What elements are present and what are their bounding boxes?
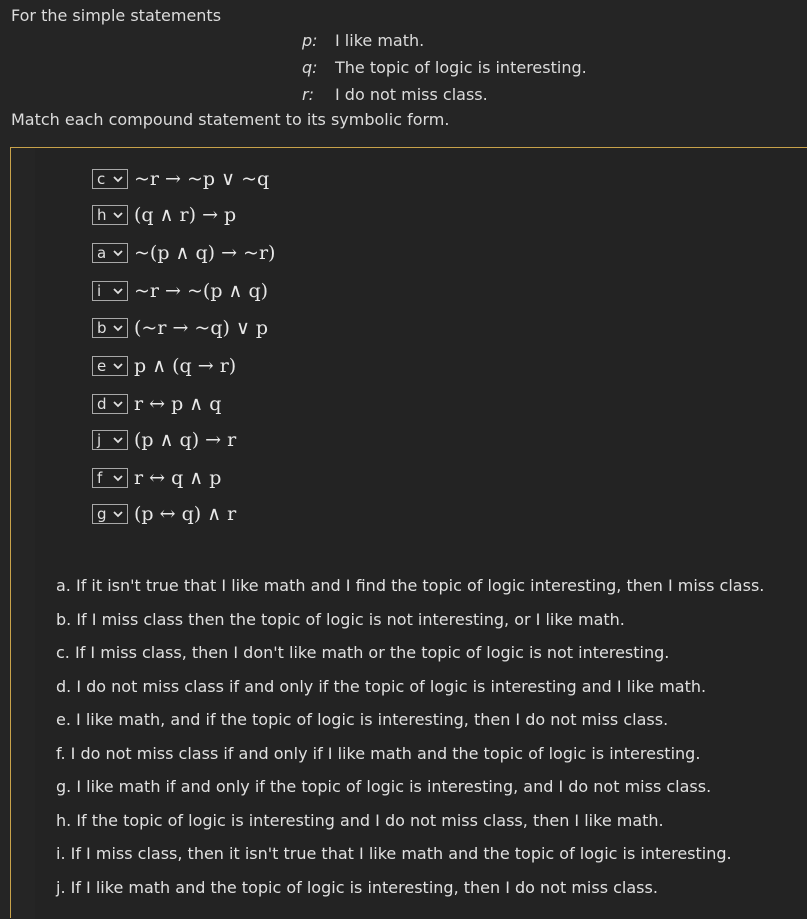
definition-text: I do not miss class. — [335, 85, 488, 104]
option-item: b. If I miss class then the topic of logic is not interesting, or I like math. — [56, 609, 625, 629]
definition-var: q: — [302, 58, 318, 77]
chevron-down-icon — [112, 399, 124, 409]
select-value: d — [97, 395, 107, 413]
definition-text: The topic of logic is interesting. — [335, 58, 587, 77]
match-select[interactable] — [92, 468, 128, 488]
definitions-list — [302, 31, 587, 112]
option-item: f. I do not miss class if and only if I like math and the topic of logic is interesting. — [56, 743, 701, 763]
chevron-down-icon — [112, 210, 124, 220]
symbolic-expression: ~r → ~(p ∧ q) — [134, 280, 269, 302]
definition-text: I like math. — [335, 31, 425, 50]
definition-r — [302, 85, 587, 112]
select-value: i — [97, 282, 102, 300]
matching-panel — [10, 147, 807, 918]
select-value: c — [97, 170, 106, 188]
match-row — [92, 466, 221, 490]
match-row — [92, 167, 269, 191]
select-value: h — [97, 206, 107, 224]
match-row — [92, 502, 236, 526]
symbolic-expression: ~r → ~p ∨ ~q — [134, 168, 270, 190]
select-value: e — [97, 357, 107, 375]
match-row — [92, 428, 236, 452]
option-item: j. If I like math and the topic of logic is interesting, then I do not miss class. — [56, 877, 658, 897]
symbolic-expression: (~r → ~q) ∨ p — [134, 317, 269, 339]
chevron-down-icon — [112, 174, 124, 184]
match-select[interactable] — [92, 205, 128, 225]
select-value: a — [97, 244, 107, 262]
option-item: e. I like math, and if the topic of logic is interesting, then I do not miss class. — [56, 710, 669, 729]
match-row — [92, 316, 268, 340]
option-item: g. I like math if and only if the topic of logic is interesting, and I do not miss class. — [56, 777, 712, 796]
symbolic-expression: p ∧ (q → r) — [134, 355, 237, 377]
match-select[interactable] — [92, 394, 128, 414]
options-list — [56, 576, 764, 911]
chevron-down-icon — [112, 435, 124, 445]
match-select[interactable] — [92, 318, 128, 338]
symbolic-expression: (p ∧ q) → r — [134, 429, 237, 451]
definition-var: p: — [302, 31, 318, 50]
match-row — [92, 241, 275, 265]
select-value: f — [97, 469, 103, 487]
chevron-down-icon — [112, 361, 124, 371]
instruction-text: Match each compound statement to its symbolic form. — [11, 110, 450, 129]
match-row — [92, 392, 221, 416]
symbolic-expression: (q ∧ r) → p — [134, 204, 237, 226]
option-item: d. I do not miss class if and only if the topic of logic is interesting and I like math. — [56, 676, 707, 696]
chevron-down-icon — [112, 323, 124, 333]
chevron-down-icon — [112, 473, 124, 483]
match-row — [92, 203, 236, 227]
option-item: c. If I miss class, then I don't like math or the topic of logic is not interesting. — [56, 643, 670, 662]
option-item: a. If it isn't true that I like math and I find the topic of logic interesting, then I miss class. — [56, 576, 765, 595]
symbolic-expression: ~(p ∧ q) → ~r) — [134, 242, 276, 264]
chevron-down-icon — [112, 286, 124, 296]
match-select[interactable] — [92, 504, 128, 524]
symbolic-expression: (p ↔ q) ∧ r — [134, 503, 237, 525]
match-select[interactable] — [92, 243, 128, 263]
option-item: i. If I miss class, then it isn't true that I like math and the topic of logic is interesting. — [56, 844, 732, 863]
intro-text: For the simple statements — [11, 6, 222, 25]
select-value: g — [97, 505, 107, 523]
definition-p — [302, 31, 587, 58]
symbolic-expression: r ↔ p ∧ q — [134, 393, 222, 415]
match-select[interactable] — [92, 169, 128, 189]
definition-var: r: — [302, 85, 314, 104]
definition-q — [302, 58, 587, 85]
chevron-down-icon — [112, 509, 124, 519]
select-value: j — [97, 431, 102, 449]
option-item: h. If the topic of logic is interesting and I do not miss class, then I like math. — [56, 810, 664, 830]
match-row — [92, 279, 268, 303]
chevron-down-icon — [112, 248, 124, 258]
match-select[interactable] — [92, 430, 128, 450]
match-row — [92, 354, 236, 378]
match-select[interactable] — [92, 281, 128, 301]
symbolic-expression: r ↔ q ∧ p — [134, 467, 222, 489]
select-value: b — [97, 319, 107, 337]
match-select[interactable] — [92, 356, 128, 376]
